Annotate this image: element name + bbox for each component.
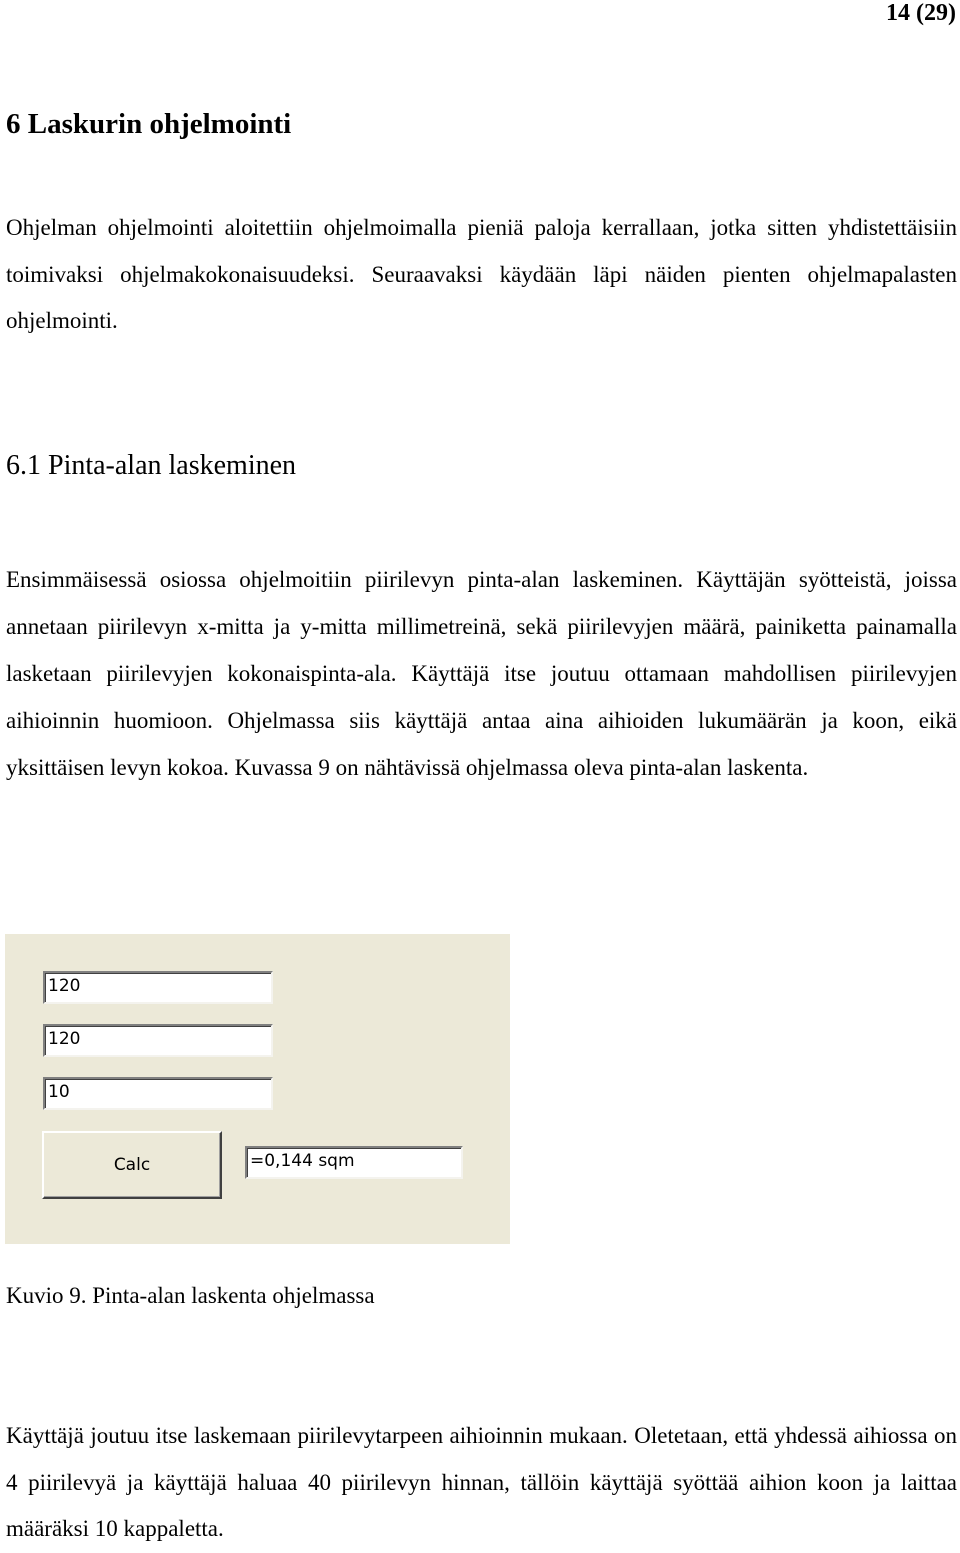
quantity-input[interactable]: 10 (43, 1077, 273, 1110)
intro-paragraph: Ohjelman ohjelmointi aloitettiin ohjelmoimalla pieniä paloja kerrallaan, jotka sitten yhdistettäisiin toimivaksi ohjelmakokonaisuudeksi. Seuraavaksi käydään läpi näiden pienten ohjelmapalasten ohjelmointi. (6, 215, 957, 334)
page-number: 14 (29) (886, 0, 956, 26)
closing-paragraph: Käyttäjä joutuu itse laskemaan piirilevytarpeen aihioinnin mukaan. Oletetaan, että yhdessä aihiossa on 4 piirilevyä ja käyttäjä haluaa 40 piirilevyn hinnan, tällöin käyttäjä syöttää aihion koon ja laittaa määräksi 10 kappaletta. (6, 1423, 957, 1542)
x-dimension-input[interactable]: 120 (43, 971, 273, 1004)
area-description-paragraph: Ensimmäisessä osiossa ohjelmoitiin piirilevyn pinta-alan laskeminen. Käyttäjän syötteistä, joissa annetaan piirilevyn x-mitta ja y-mitta millimetreinä, sekä piirilevyjen määrä, painiketta painamalla lasketaan piirilevyjen kokonaispinta-ala. Käyttäjä itse joutuu ottamaan mahdollisen piirilevyjen aihioinnin huomioon. Ohjelmassa siis käyttäjä antaa aina aihioiden lukumäärän ja koon, eikä yksittäisen levyn kokoa. Kuvassa 9 on nähtävissä ohjelmassa oleva pinta-alan laskenta. (6, 567, 957, 780)
figure-caption: Kuvio 9. Pinta-alan laskenta ohjelmassa (6, 1283, 375, 1308)
result-field[interactable]: =0,144 sqm (245, 1146, 463, 1179)
calculator-screenshot (5, 934, 510, 1244)
section-heading: 6 Laskurin ohjelmointi (6, 108, 292, 140)
subsection-heading: 6.1 Pinta-alan laskeminen (6, 450, 297, 481)
calc-button[interactable]: Calc (42, 1131, 222, 1199)
y-dimension-input[interactable]: 120 (43, 1024, 273, 1057)
